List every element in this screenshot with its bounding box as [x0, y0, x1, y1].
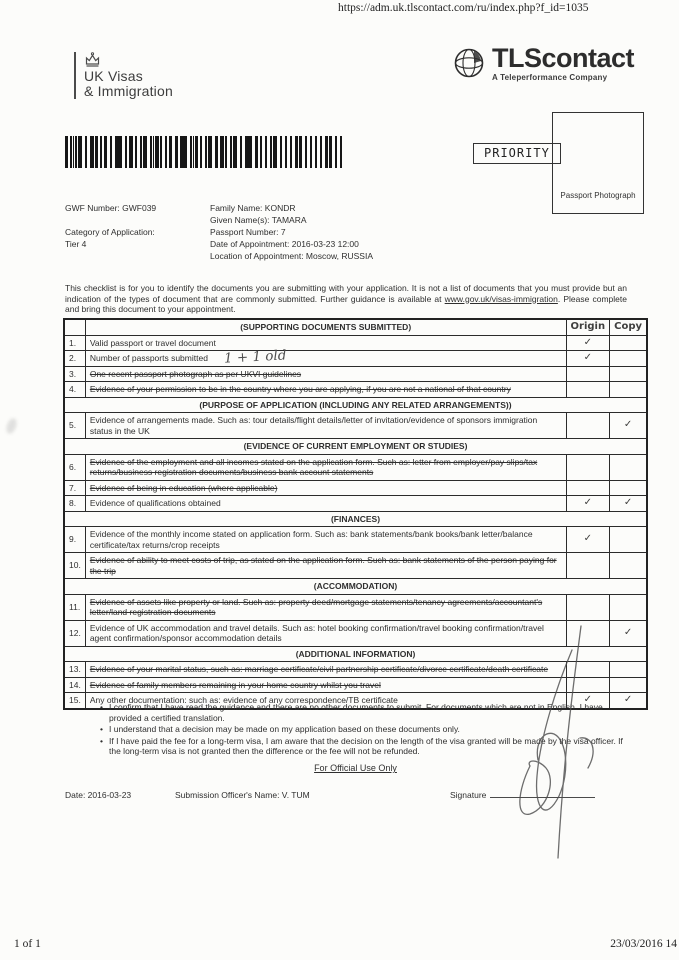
table-row — [64, 620, 647, 646]
copy-check-cell — [610, 366, 647, 382]
print-datetime: 23/03/2016 14 — [610, 938, 677, 950]
row-number: 7. — [64, 480, 85, 496]
barcode — [65, 136, 343, 168]
section-title: (PURPOSE OF APPLICATION (INCLUDING ANY RELATED ARRANGEMENTS)) — [64, 397, 647, 413]
declaration-item: • I confirm that I have read the guidance and there are no other documents to submit. For documents which are not in English. I have provided a certified translation. — [100, 702, 628, 723]
row-description-cell — [85, 620, 566, 646]
guidance-link: www.gov.uk/visas-immigration — [444, 293, 558, 304]
table-row — [64, 594, 647, 620]
priority-box — [473, 143, 561, 164]
row-number: 6. — [64, 454, 85, 480]
row-description: Evidence of qualifications obtained — [89, 498, 221, 508]
origin-check-cell: ✓ — [566, 335, 610, 351]
table-header-row — [64, 319, 647, 335]
column-header-title: (SUPPORTING DOCUMENTS SUBMITTED) — [85, 319, 566, 335]
section-title: (EVIDENCE OF CURRENT EMPLOYMENT OR STUDIES) — [64, 439, 647, 455]
origin-check-cell — [566, 677, 610, 693]
declaration-item: • I understand that a decision may be made on my application based on these documents only. — [100, 724, 628, 735]
row-description: Evidence of ability to meet costs of trip, as stated on the application form. Such as: bank statements of the person paying for the trip — [89, 555, 557, 576]
section-header-row — [64, 646, 647, 662]
ukvi-logo — [74, 52, 173, 99]
row-number: 12. — [64, 620, 85, 646]
table-row — [64, 480, 647, 496]
signature-label: Signature — [450, 790, 487, 800]
origin-check-cell — [566, 620, 610, 646]
row-description-cell — [85, 662, 566, 678]
row-number: 9. — [64, 527, 85, 553]
row-description: Evidence of your marital status, such as: marriage certificate/civil partnership certificate/divorce certificate/death certificate — [89, 664, 549, 674]
page-number: 1 of 1 — [14, 938, 41, 950]
origin-check-cell — [566, 413, 610, 439]
table-row — [64, 527, 647, 553]
section-title: (ADDITIONAL INFORMATION) — [64, 646, 647, 662]
row-number: 3. — [64, 366, 85, 382]
copy-check-cell: ✓ — [610, 413, 647, 439]
row-number: 14. — [64, 677, 85, 693]
row-description-cell — [85, 454, 566, 480]
column-header-origin: Origin — [566, 319, 610, 335]
row-number: 4. — [64, 382, 85, 398]
origin-check-cell — [566, 553, 610, 579]
copy-check-cell — [610, 454, 647, 480]
row-description-cell — [85, 480, 566, 496]
row-description-cell — [85, 677, 566, 693]
appointment-location: Location of Appointment: Moscow, RUSSIA — [210, 251, 374, 261]
table-row — [64, 382, 647, 398]
section-header-row — [64, 397, 647, 413]
origin-check-cell — [566, 594, 610, 620]
tls-tagline: A Teleperformance Company — [492, 73, 608, 82]
row-description-cell — [85, 366, 566, 382]
row-description: Number of passports submitted — [89, 353, 208, 363]
section-title: (ACCOMMODATION) — [64, 579, 647, 595]
row-description: One recent passport photograph as per UKVI guidelines — [89, 368, 302, 379]
origin-check-cell: ✓ — [566, 693, 610, 709]
copy-check-cell — [610, 662, 647, 678]
row-number: 8. — [64, 496, 85, 512]
tlscontact-logo — [452, 44, 634, 82]
row-description: Any other documentation: such as: evidence of any correspondence/TB certificate — [89, 695, 398, 705]
officer-name-field: Submission Officer's Name: V. TUM — [175, 790, 310, 800]
copy-check-cell — [610, 335, 647, 351]
row-description-cell — [85, 527, 566, 553]
row-number: 13. — [64, 662, 85, 678]
section-header-row — [64, 439, 647, 455]
table-row — [64, 677, 647, 693]
row-description: Valid passport or travel document — [89, 337, 216, 348]
intro-text-pre: This checklist is for you to identify the documents you are submitting with your application. It is not a list of documents that you must provide but an indication of the types of document that are commonly submitted. Further guidance is available at — [65, 283, 627, 304]
section-header-row — [64, 579, 647, 595]
table-row — [64, 366, 647, 382]
copy-check-cell — [610, 351, 647, 367]
origin-check-cell — [566, 662, 610, 678]
category-value: Tier 4 — [65, 239, 87, 249]
checklist-body — [64, 319, 647, 709]
row-number: 5. — [64, 413, 85, 439]
date-field: Date: 2016-03-23 — [65, 790, 132, 800]
declarations-list — [100, 702, 628, 758]
row-description-cell — [85, 347, 566, 367]
intro-paragraph — [65, 283, 627, 315]
intro-text-post: . Please complete and bring this document to your appointment. — [65, 293, 627, 314]
category-label: Category of Application: — [65, 227, 155, 237]
gwf-number: GWF Number: GWF039 — [65, 203, 157, 213]
row-description-cell — [85, 382, 566, 398]
row-description: Evidence of UK accommodation and travel details. Such as: hotel booking confirmation/travel booking confirmation/travel agent confirmation/sponsor accommodation details — [89, 622, 544, 643]
signature-line — [490, 790, 595, 798]
ukvi-wordmark-line1: UK Visas — [84, 68, 143, 84]
row-number: 1. — [64, 335, 85, 351]
row-number: 10. — [64, 553, 85, 579]
row-description: Evidence of the employment and all incomes stated on the application form. Such as: letter from employer/pay slips/tax returns/business registration documents/business bank account statements — [89, 456, 538, 477]
table-row — [64, 662, 647, 678]
table-row — [64, 413, 647, 439]
row-description-cell — [85, 496, 566, 512]
row-description: Evidence of arrangements made. Such as: tour details/flight details/letter of invitation/evidence of sponsors immigration status in the UK — [89, 415, 538, 436]
family-name: Family Name: KONDR — [210, 203, 296, 213]
handwritten-note: 1 + 1 old — [223, 347, 287, 367]
origin-check-cell: ✓ — [566, 527, 610, 553]
section-header-row — [64, 511, 647, 527]
origin-check-cell — [566, 382, 610, 398]
origin-check-cell — [566, 366, 610, 382]
origin-check-cell: ✓ — [566, 351, 610, 367]
column-header-copy: Copy — [610, 319, 647, 335]
table-row — [64, 454, 647, 480]
row-description: Evidence of assets like property or land. Such as: property deed/mortgage statements/tenancy agreements/accountant's letter/land registration documents — [89, 596, 543, 617]
row-description: Evidence of your permission to be in the country where you are applying, if you are not a national of that country — [89, 384, 511, 394]
table-row — [64, 553, 647, 579]
row-number: 11. — [64, 594, 85, 620]
origin-check-cell — [566, 480, 610, 496]
row-number: 15. — [64, 693, 85, 709]
copy-check-cell — [610, 594, 647, 620]
priority-label: PRIORITY — [484, 146, 550, 160]
copy-check-cell: ✓ — [610, 693, 647, 709]
copy-check-cell — [610, 480, 647, 496]
origin-check-cell: ✓ — [566, 496, 610, 512]
tls-wordmark: TLScontact — [492, 43, 635, 73]
copy-check-cell: ✓ — [610, 496, 647, 512]
passport-number: Passport Number: 7 — [210, 227, 286, 237]
ukvi-wordmark-line2: & Immigration — [84, 83, 173, 99]
row-description: Evidence of the monthly income stated on application form. Such as: bank statements/bank books/bank letter/balance certificate/tax returns/crop receipts — [89, 529, 533, 550]
copy-check-cell: ✓ — [610, 620, 647, 646]
declaration-item: • If I have paid the fee for a long-term visa, I am aware that the decision on the length of the visa granted will be made by the visa officer. If the long-term visa is not granted then the difference or the fee will not be refunded. — [100, 736, 628, 757]
appointment-date: Date of Appointment: 2016-03-23 12:00 — [210, 239, 359, 249]
globe-icon — [452, 46, 488, 80]
copy-check-cell — [610, 527, 647, 553]
row-description: Evidence of family members remaining in your home country whilst you travel — [89, 679, 381, 690]
table-row — [64, 496, 647, 512]
row-description-cell — [85, 594, 566, 620]
row-description-cell — [85, 553, 566, 579]
section-title: (FINANCES) — [64, 511, 647, 527]
crown-icon — [84, 52, 101, 67]
passport-photo-label: Passport Photograph — [560, 191, 636, 200]
official-use-heading: For Official Use Only — [314, 763, 397, 773]
copy-check-cell — [610, 677, 647, 693]
given-names: Given Name(s): TAMARA — [210, 215, 307, 225]
row-description-cell — [85, 335, 566, 351]
row-number: 2. — [64, 351, 85, 367]
row-description-cell — [85, 413, 566, 439]
origin-check-cell — [566, 454, 610, 480]
print-header-url: https://adm.uk.tlscontact.com/ru/index.php?f_id=1035 — [338, 2, 589, 14]
copy-check-cell — [610, 382, 647, 398]
scan-smudge — [5, 417, 19, 435]
table-row — [64, 335, 647, 351]
checklist-table — [63, 318, 648, 710]
passport-photo-box — [552, 112, 644, 214]
table-row — [64, 351, 647, 367]
copy-check-cell — [610, 553, 647, 579]
row-description: Evidence of being in education (where applicable) — [89, 482, 278, 493]
